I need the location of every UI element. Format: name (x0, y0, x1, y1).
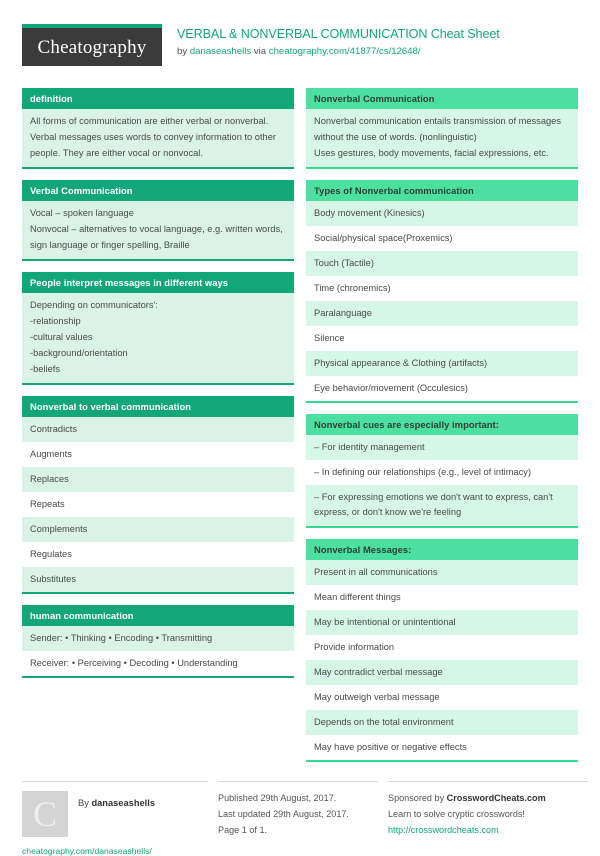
paragraph-line: -beliefs (30, 363, 60, 374)
table-row: – In defining our relationships (e.g., level of intimacy) (306, 460, 578, 485)
table-row: Augments (22, 442, 294, 467)
sponsor-name: CrosswordCheats.com (446, 792, 546, 803)
block-paragraph (22, 109, 294, 167)
paragraph-line: Uses gestures, body movements, facial expressions, etc. (314, 147, 549, 158)
updated-date: Last updated 29th August, 2017. (218, 808, 349, 819)
author-link[interactable]: danaseashells (189, 46, 252, 57)
block-heading: Nonverbal to verbal communication (22, 396, 294, 417)
table-row: Physical appearance & Clothing (artifacts) (306, 351, 578, 376)
sponsor-link[interactable]: http://crosswordcheats.com (388, 824, 499, 835)
byline-via: via (251, 46, 269, 57)
table-row: Replaces (22, 467, 294, 492)
table-row: May be intentional or unintentional (306, 610, 578, 635)
cheat-block (22, 396, 294, 594)
footer-author: danaseashells (91, 797, 156, 808)
cheatography-logo[interactable] (22, 24, 162, 66)
byline-prefix: by (177, 46, 190, 57)
block-heading: Nonverbal Communication (306, 88, 578, 109)
table-row: Present in all communications (306, 560, 578, 585)
table-row: Repeats (22, 492, 294, 517)
table-row: Receiver: • Perceiving • Decoding • Understanding (22, 651, 294, 676)
source-url-link[interactable]: cheatography.com/41877/cs/12648/ (268, 46, 421, 57)
block-heading: People interpret messages in different ways (22, 272, 294, 293)
block-paragraph (22, 293, 294, 383)
paragraph-line: Depending on communicators': (30, 299, 158, 310)
cheat-block (306, 539, 578, 762)
profile-link[interactable]: cheatography.com/danaseashells/ (22, 845, 152, 856)
page-number: Page 1 of 1. (218, 824, 268, 835)
content-columns (22, 88, 578, 773)
left-column (22, 88, 294, 689)
footer-by-label: By (78, 797, 92, 808)
sponsor-line (388, 791, 588, 807)
byline (177, 46, 500, 59)
sponsor-prefix: Sponsored by (388, 792, 447, 803)
paragraph-line: All forms of communication are either verbal or nonverbal. (30, 116, 269, 126)
cheat-block (306, 88, 578, 169)
paragraph-line: -background/orientation (30, 347, 128, 358)
table-row: Silence (306, 326, 578, 351)
cheat-block (22, 605, 294, 678)
block-heading: human communication (22, 605, 294, 626)
table-row: Regulates (22, 542, 294, 567)
table-row: May contradict verbal message (306, 660, 578, 685)
paragraph-line: -relationship (30, 315, 81, 326)
footer (22, 781, 578, 856)
table-row: Touch (Tactile) (306, 251, 578, 276)
footer-publish-block (218, 781, 378, 856)
block-heading: Types of Nonverbal communication (306, 180, 578, 201)
table-row: Contradicts (22, 417, 294, 442)
avatar: C (22, 791, 68, 837)
table-row: Paralanguage (306, 301, 578, 326)
block-paragraph (306, 109, 578, 167)
table-row: Time (chronemics) (306, 276, 578, 301)
cheat-block (306, 180, 578, 403)
paragraph-line: Nonverbal communication entails transmission of messages without the use of words. (nonlinguistic) (314, 116, 561, 142)
table-row: – For expressing emotions we don't want to express, can't express, or don't know we're feeling (306, 485, 578, 525)
cheat-block (306, 414, 578, 527)
table-row: Eye behavior/movement (Occulesics) (306, 376, 578, 401)
footer-sponsor-block (388, 781, 588, 856)
table-row: Depends on the total environment (306, 710, 578, 735)
sponsor-tagline: Learn to solve cryptic crosswords! (388, 808, 525, 819)
paragraph-line: -cultural values (30, 331, 93, 342)
table-row: Provide information (306, 635, 578, 660)
table-row: – For identity management (306, 435, 578, 460)
published-date: Published 29th August, 2017. (218, 792, 337, 803)
table-row: May have positive or negative effects (306, 735, 578, 760)
paragraph-line: Nonvocal – alternatives to vocal language, e.g. written words, sign language or finger spelling, Braille (30, 223, 283, 250)
cheat-block (22, 88, 294, 169)
table-row: Mean different things (306, 585, 578, 610)
table-row: Social/physical space(Proxemics) (306, 226, 578, 251)
block-paragraph (22, 201, 294, 259)
table-row: Sender: • Thinking • Encoding • Transmitting (22, 626, 294, 651)
footer-author-name (78, 791, 155, 808)
table-row: Substitutes (22, 567, 294, 592)
cheat-block (22, 272, 294, 385)
block-heading: Nonverbal cues are especially important: (306, 414, 578, 435)
author-identity (22, 791, 208, 837)
footer-author-block (22, 781, 208, 856)
block-heading: Verbal Communication (22, 180, 294, 201)
logo-text: Cheatography (37, 36, 147, 58)
paragraph-line: Vocal – spoken language (30, 207, 134, 218)
title-block (162, 24, 500, 59)
table-row: Complements (22, 517, 294, 542)
paragraph-line: Verbal messages uses words to convey information to other people. They are either vocal or nonvocal. (30, 131, 276, 158)
page-title: VERBAL & NONVERBAL COMMUNICATION Cheat Sheet (177, 27, 500, 41)
cheat-block (22, 180, 294, 261)
block-heading: Nonverbal Messages: (306, 539, 578, 560)
block-heading: definition (22, 88, 294, 109)
table-row: May outweigh verbal message (306, 685, 578, 710)
right-column (306, 88, 578, 773)
masthead (22, 24, 578, 72)
table-row: Body movement (Kinesics) (306, 201, 578, 226)
